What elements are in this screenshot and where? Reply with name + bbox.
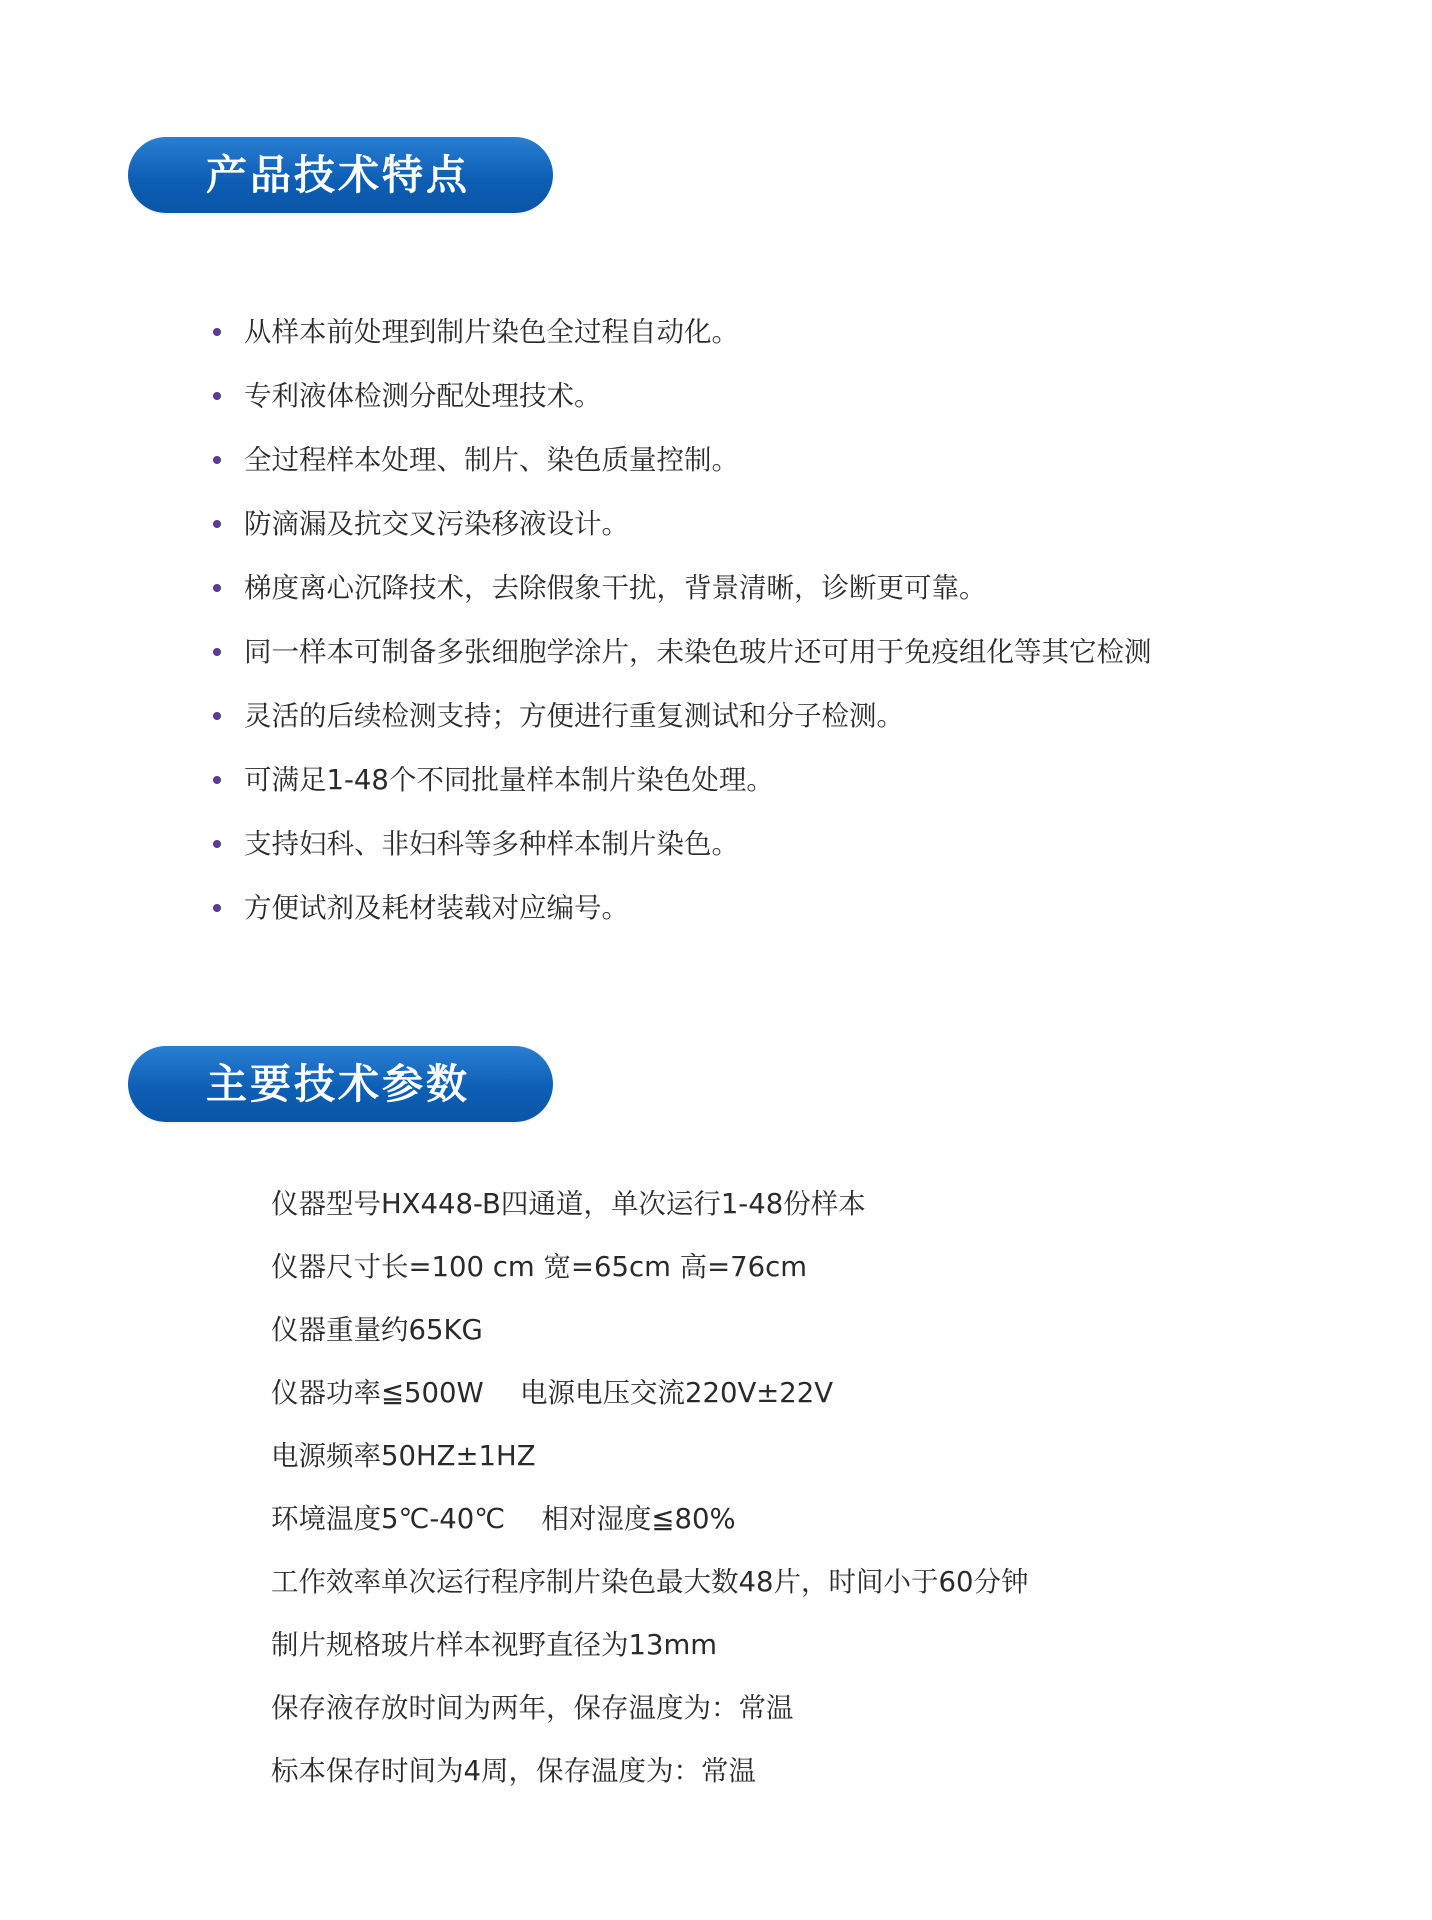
bullet-dot-icon (213, 712, 221, 720)
bullet-dot-icon (213, 776, 221, 784)
param-item: 制片规格玻片样本视野直径为13mm (271, 1629, 718, 1661)
bullet-dot-icon (213, 904, 221, 912)
feature-text: 梯度离心沉降技术，去除假象干扰，背景清晰，诊断更可靠。 (244, 572, 987, 604)
feature-text: 支持妇科、非妇科等多种样本制片染色。 (244, 828, 739, 860)
feature-text: 方便试剂及耗材装载对应编号。 (244, 892, 629, 924)
feature-text: 灵活的后续检测支持；方便进行重复测试和分子检测。 (244, 700, 904, 732)
bullet-dot-icon (213, 392, 221, 400)
param-item: 保存液存放时间为两年，保存温度为：常温 (271, 1692, 794, 1724)
param-item: 标本保存时间为4周，保存温度为：常温 (271, 1755, 756, 1787)
bullet-dot-icon (213, 520, 221, 528)
param-item: 仪器型号HX448-B四通道，单次运行1-48份样本 (271, 1188, 866, 1220)
feature-text: 防滴漏及抗交叉污染移液设计。 (244, 508, 629, 540)
param-item: 工作效率单次运行程序制片染色最大数48片，时间小于60分钟 (271, 1566, 1029, 1598)
bullet-dot-icon (213, 648, 221, 656)
param-item: 环境温度5℃-40℃ 相对湿度≦80% (271, 1503, 736, 1535)
param-item: 仪器功率≦500W 电源电压交流220V±22V (271, 1377, 834, 1409)
features-section-header (128, 137, 553, 213)
params-section-header (128, 1046, 553, 1122)
bullet-dot-icon (213, 328, 221, 336)
feature-text: 全过程样本处理、制片、染色质量控制。 (244, 444, 739, 476)
bullet-dot-icon (213, 840, 221, 848)
feature-text: 可满足1-48个不同批量样本制片染色处理。 (244, 764, 774, 796)
feature-text: 专利液体检测分配处理技术。 (244, 380, 602, 412)
param-item: 电源频率50HZ±1HZ (271, 1440, 536, 1472)
feature-text: 同一样本可制备多张细胞学涂片，未染色玻片还可用于免疫组化等其它检测 (244, 636, 1152, 668)
features-section-title: 产品技术特点 (206, 151, 470, 199)
feature-text: 从样本前处理到制片染色全过程自动化。 (244, 316, 739, 348)
param-item: 仪器重量约65KG (271, 1314, 483, 1346)
bullet-dot-icon (213, 456, 221, 464)
bullet-dot-icon (213, 584, 221, 592)
param-item: 仪器尺寸长=100 cm 宽=65cm 高=76cm (271, 1251, 808, 1283)
params-section-title: 主要技术参数 (206, 1060, 470, 1108)
